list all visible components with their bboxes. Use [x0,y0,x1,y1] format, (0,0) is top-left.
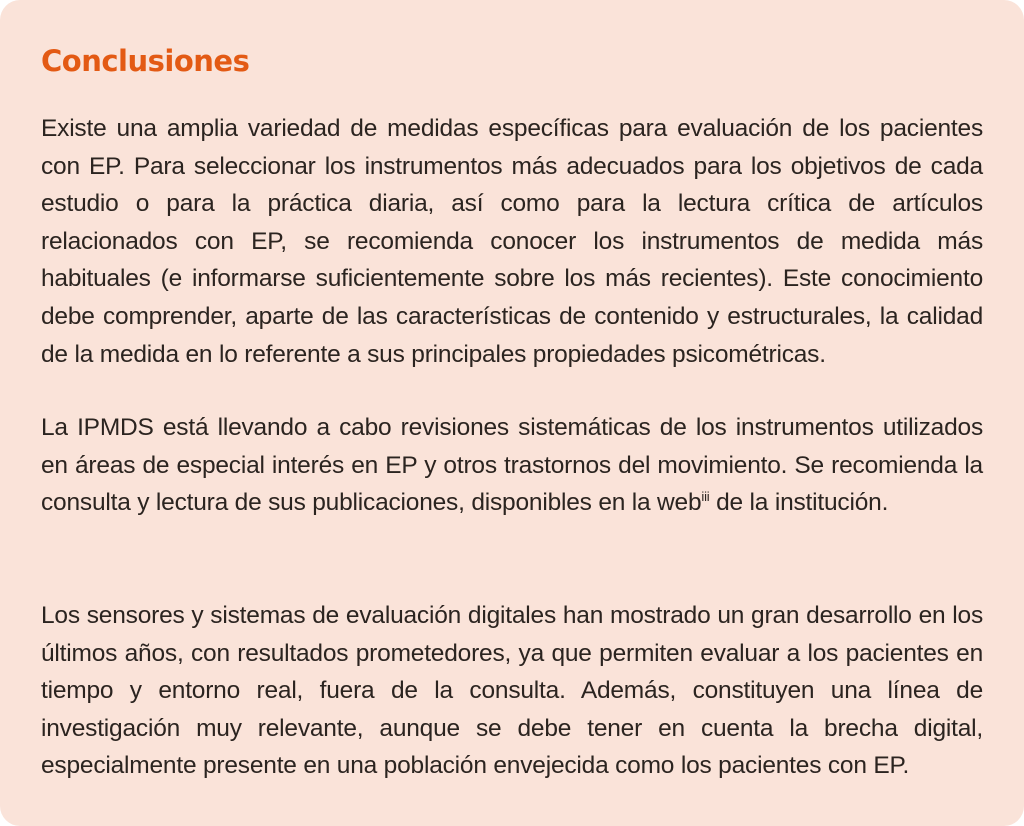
paragraph-ipmds [41,409,983,522]
paragraph-ipmds-text: La IPMDS está llevando a cabo revisiones sistemáticas de los instrumentos utilizados en áreas de especial interés en EP y otros trastornos del movimiento. Se recomienda la consulta y lectura de sus publicaciones, disponibles en la web [41,414,983,517]
paragraph-digital-sensors: Los sensores y sistemas de evaluación digitales han mostrado un gran desarrollo en los últimos años, con resultados prometedores, ya que permiten evaluar a los pacientes en tiempo y entorno real, fuera de la consulta. Además, constituyen una línea de investigación muy relevante, aunque se debe tener en cuenta la brecha digital, especialmente presente en una población envejecida como los pacientes con EP. [41,602,983,780]
footnote-ref-iii: iii [701,489,710,505]
conclusions-title: Conclusiones [41,44,250,78]
paragraph-ipmds-tail: de la institución. [709,489,889,517]
paragraph-measures: Existe una amplia variedad de medidas específicas para evaluación de los pacientes con EP. Para seleccionar los instrumentos más adecuados para los objetivos de cada estudio o para la práctica diaria, así como para la lectura crítica de artículos relacionados con EP, se recomienda conocer los instrumentos de medida más habituales (e informarse suficientemente sobre los más recientes). Este conocimiento debe comprender, aparte de las características de contenido y estructurales, la calidad de la medida en lo referente a sus principales propiedades psicométricas. [41,115,983,368]
